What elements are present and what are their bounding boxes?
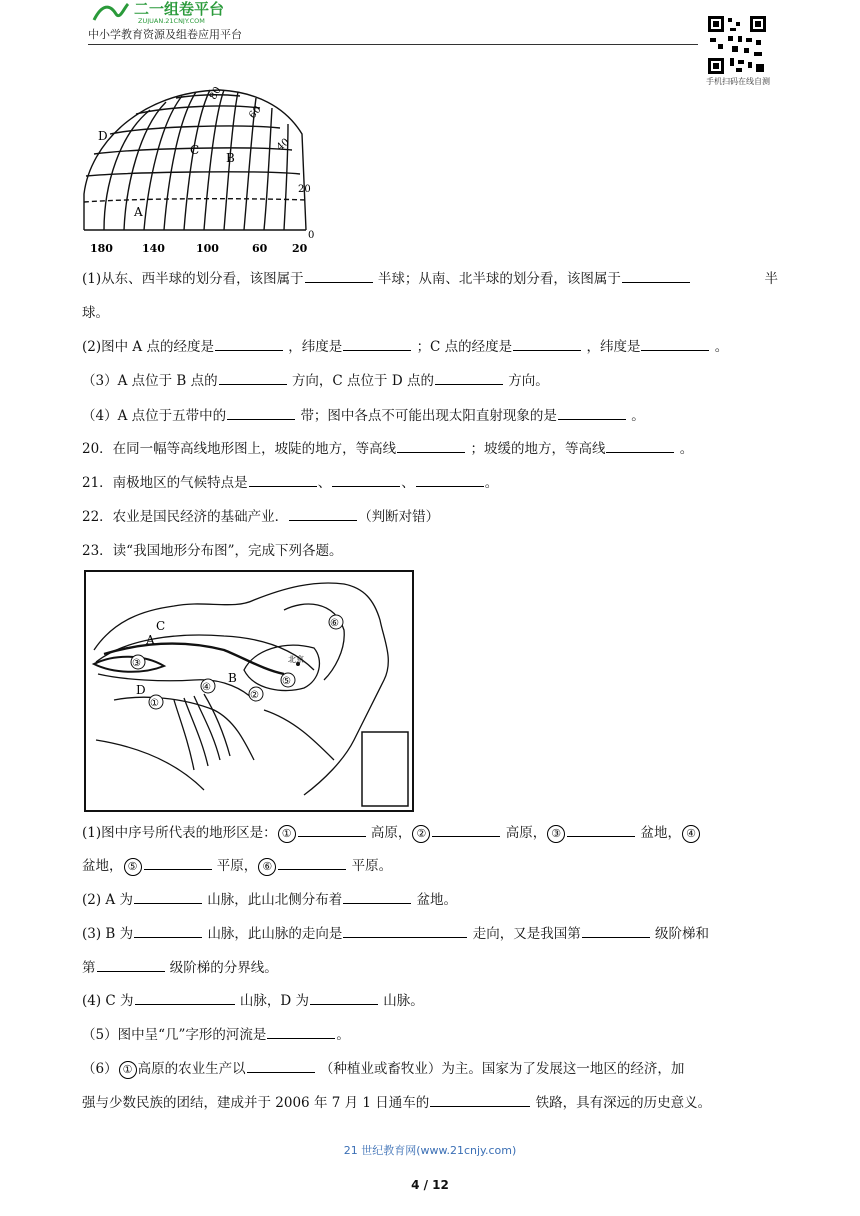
- answer-blank[interactable]: [144, 855, 212, 870]
- point-c-label: C: [190, 143, 200, 157]
- q23-part5: （5）图中呈“几”字形的河流是 。: [82, 1024, 778, 1046]
- answer-blank[interactable]: [97, 957, 165, 972]
- answer-blank[interactable]: [582, 923, 650, 938]
- answer-blank[interactable]: [227, 405, 295, 420]
- lat-label-80: 80: [207, 85, 224, 102]
- answer-blank[interactable]: [513, 336, 581, 351]
- answer-blank[interactable]: [416, 472, 484, 487]
- map-label-5: ⑤: [282, 676, 291, 687]
- map-label-4: ④: [202, 682, 211, 693]
- logo-text: 二一组卷平台: [134, 0, 225, 18]
- point-a-label: A: [134, 205, 143, 219]
- answer-blank[interactable]: [641, 336, 709, 351]
- page-header: [88, 0, 698, 45]
- answer-blank[interactable]: [219, 370, 287, 385]
- answer-blank[interactable]: [134, 889, 202, 904]
- q23-part2: (2) A 为 山脉，此山北侧分布着 盆地。: [82, 889, 778, 911]
- map-label-beijing: 北京: [288, 655, 304, 664]
- q23-title: 23．读“我国地形分布图”，完成下列各题。: [82, 543, 343, 559]
- lat-label-0: 0: [308, 230, 315, 241]
- answer-blank[interactable]: [134, 923, 202, 938]
- q23-part3-line2: 第 级阶梯的分界线。: [82, 957, 778, 979]
- map-label-b: B: [228, 671, 237, 685]
- answer-blank[interactable]: [397, 438, 465, 453]
- map-label-2: ②: [250, 690, 259, 701]
- answer-blank[interactable]: [432, 822, 500, 837]
- header-subtitle: 中小学教育资源及组卷应用平台: [88, 28, 242, 41]
- lon-label-20: 20: [292, 242, 308, 255]
- q19-part2: (2)图中 A 点的经度是 ，纬度是 ；C 点的经度是 ，纬度是 。: [82, 336, 778, 358]
- logo-subtext: ZUJUAN.21CNJY.COM: [138, 17, 205, 24]
- qr-code-icon[interactable]: [706, 14, 768, 76]
- answer-blank[interactable]: [430, 1092, 530, 1107]
- answer-blank[interactable]: [278, 855, 346, 870]
- q23-part3-line1: (3) B 为 山脉，此山脉的走向是 走向，又是我国第 级阶梯和: [82, 923, 778, 945]
- q19-part4: （4）A 点位于五带中的 带；图中各点不可能出现太阳直射现象的是 。: [82, 405, 778, 427]
- q21: 21．南极地区的气候特点是 、 、 。: [82, 472, 778, 494]
- lat-label-20: 20: [298, 184, 311, 195]
- answer-blank[interactable]: [289, 506, 357, 521]
- answer-blank[interactable]: [215, 336, 283, 351]
- map-label-3: ③: [132, 658, 141, 669]
- answer-blank[interactable]: [558, 405, 626, 420]
- q23-part6-line2: 强与少数民族的团结，建成并于 2006 年 7 月 1 日通车的 铁路，具有深远的历史意义。: [82, 1092, 778, 1114]
- answer-blank[interactable]: [247, 1058, 315, 1073]
- map-label-c: C: [156, 619, 166, 633]
- answer-blank[interactable]: [567, 822, 635, 837]
- lon-label-100: 100: [196, 242, 219, 255]
- answer-blank[interactable]: [305, 268, 373, 283]
- lat-label-60: 60: [247, 104, 264, 122]
- q19-part1-line2: 球。: [82, 305, 109, 321]
- answer-blank[interactable]: [343, 923, 467, 938]
- answer-blank[interactable]: [298, 822, 366, 837]
- answer-blank[interactable]: [343, 336, 411, 351]
- map-label-6: ⑥: [330, 618, 339, 629]
- point-d-label: D: [98, 129, 108, 143]
- lon-label-140: 140: [142, 242, 165, 255]
- answer-blank[interactable]: [622, 268, 690, 283]
- answer-blank[interactable]: [249, 472, 317, 487]
- q19-part3: （3）A 点位于 B 点的 方向，C 点位于 D 点的 方向。: [82, 370, 778, 392]
- lon-label-60: 60: [252, 242, 268, 255]
- q20: 20．在同一幅等高线地形图上，坡陡的地方，等高线 ；坡缓的地方，等高线 。: [82, 438, 778, 460]
- q23-part1-line1: (1)图中序号所代表的地形区是： ① 高原， ② 高原， ③ 盆地， ④: [82, 822, 778, 844]
- qr-caption: 手机扫码在线自测: [706, 77, 770, 86]
- q19-part1-line1: (1)从东、西半球的划分看，该图属于 半球；从南、北半球的划分看，该图属于 半: [82, 268, 778, 290]
- q22: 22．农业是国民经济的基础产业． （判断对错）: [82, 506, 778, 528]
- q23-part1-line2: 盆地， ⑤ 平原， ⑥ 平原。: [82, 855, 778, 877]
- point-b-label: B: [226, 151, 235, 165]
- lat-label-40: 40: [274, 136, 292, 154]
- q23-part6-line1: （6） ① 高原的农业生产以 （种植业或畜牧业）为主。国家为了发展这一地区的经济，加: [82, 1058, 778, 1080]
- footer-site-link[interactable]: 21 世纪教育网(www.21cnjy.com): [343, 1144, 517, 1157]
- lon-label-180: 180: [90, 242, 113, 255]
- platform-logo: [88, 0, 278, 24]
- answer-blank[interactable]: [332, 472, 400, 487]
- map-label-d: D: [136, 683, 146, 697]
- page-number: 4 / 12: [411, 1178, 449, 1192]
- hemisphere-graticule-figure: [80, 84, 320, 256]
- q23-part4: (4) C 为 山脉，D 为 山脉。: [82, 990, 778, 1012]
- china-terrain-map: [84, 570, 414, 812]
- answer-blank[interactable]: [310, 990, 378, 1005]
- map-label-1: ①: [150, 698, 159, 709]
- answer-blank[interactable]: [343, 889, 411, 904]
- answer-blank[interactable]: [606, 438, 674, 453]
- answer-blank[interactable]: [435, 370, 503, 385]
- map-label-a: A: [146, 633, 155, 647]
- answer-blank[interactable]: [135, 990, 235, 1005]
- answer-blank[interactable]: [267, 1024, 335, 1039]
